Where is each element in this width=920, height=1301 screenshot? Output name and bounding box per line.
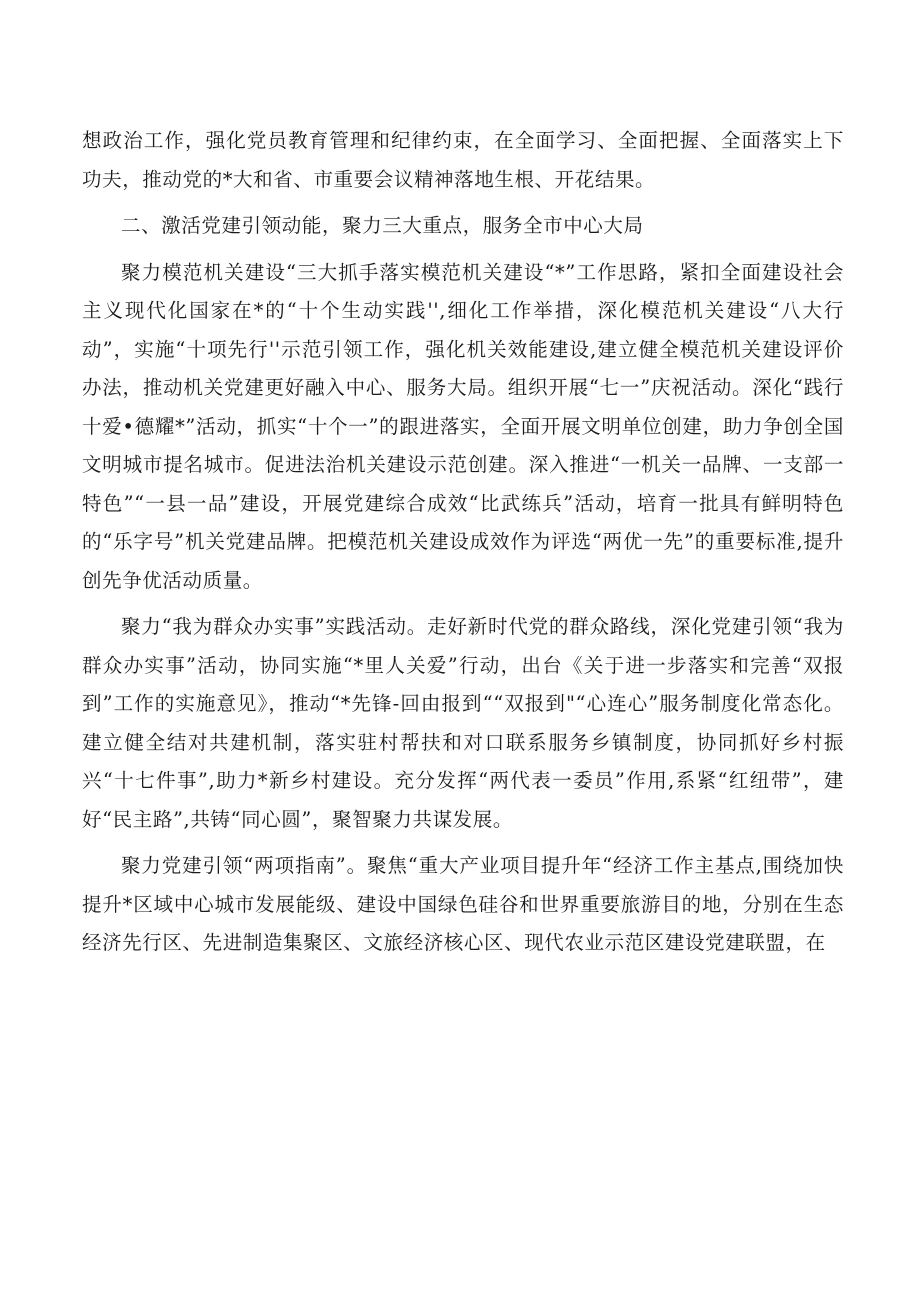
paragraph-two-guides: 聚力党建引领“两项指南”。聚焦“重大产业项目提升年“经济工作主基点,围绕加快提升*区域中心城市发展能级、建设中国绿色硅谷和世界重要旅游目的地，分别在生态经济先行区、先进制造集聚区、文旅经济核心区、现代农业示范区建设党建联盟，在 (82, 854, 844, 954)
paragraph-serve-masses: 聚力“我为群众办实事”实践活动。走好新时代党的群众路线，深化党建引领“我为群众办实事”活动，协同实施“*里人关爱”行动，出台《关于进一步落实和完善“双报到”工作的实施意见》，推动“*先锋-回由报到““双报到"“心连心”服务制度化常态化。建立健全结对共建机制，落实驻村帮扶和对口联系服务乡镇制度，协同抓好乡村振兴“十七件事”,助力*新乡村建设。充分发挥“两代表一委员”作用,系紧“红纽带”，建好“民主路”,共铸“同心圆”，聚智聚力共谋发展。 (82, 615, 844, 831)
section-heading: 二、激活党建引领动能，聚力三大重点，服务全市中心大局 (121, 214, 644, 237)
paragraph-model-agency: 聚力模范机关建设“三大抓手落实模范机关建设“*”工作思路，紧扣全面建设社会主义现代化国家在*的“十个生动实践'',细化工作举措，深化模范机关建设“八大行动”，实施“十项先行''示范引领工作，强化机关效能建设,建立健全模范机关建设评价办法，推动机关党建更好融入中心、服务大局。组织开展“七一”庆祝活动。深化“践行十爱•德耀*”活动，抓实“十个一”的跟进落实，全面开展文明单位创建，助力争创全国文明城市提名城市。促进法治机关建设示范创建。深入推进“一机关一品牌、一支部一特色”“一县一品”建设，开展党建综合成效“比武练兵”活动，培育一批具有鲜明特色的“乐字号”机关党建品牌。把模范机关建设成效作为评选“两优一先”的重要标准,提升创先争优活动质量。 (82, 260, 844, 592)
document-body (82, 122, 844, 963)
paragraph-continued: 想政治工作，强化党员教育管理和纪律约束，在全面学习、全面把握、全面落实上下功夫，推动党的*大和省、市重要会议精神落地生根、开花结果。 (82, 129, 844, 191)
